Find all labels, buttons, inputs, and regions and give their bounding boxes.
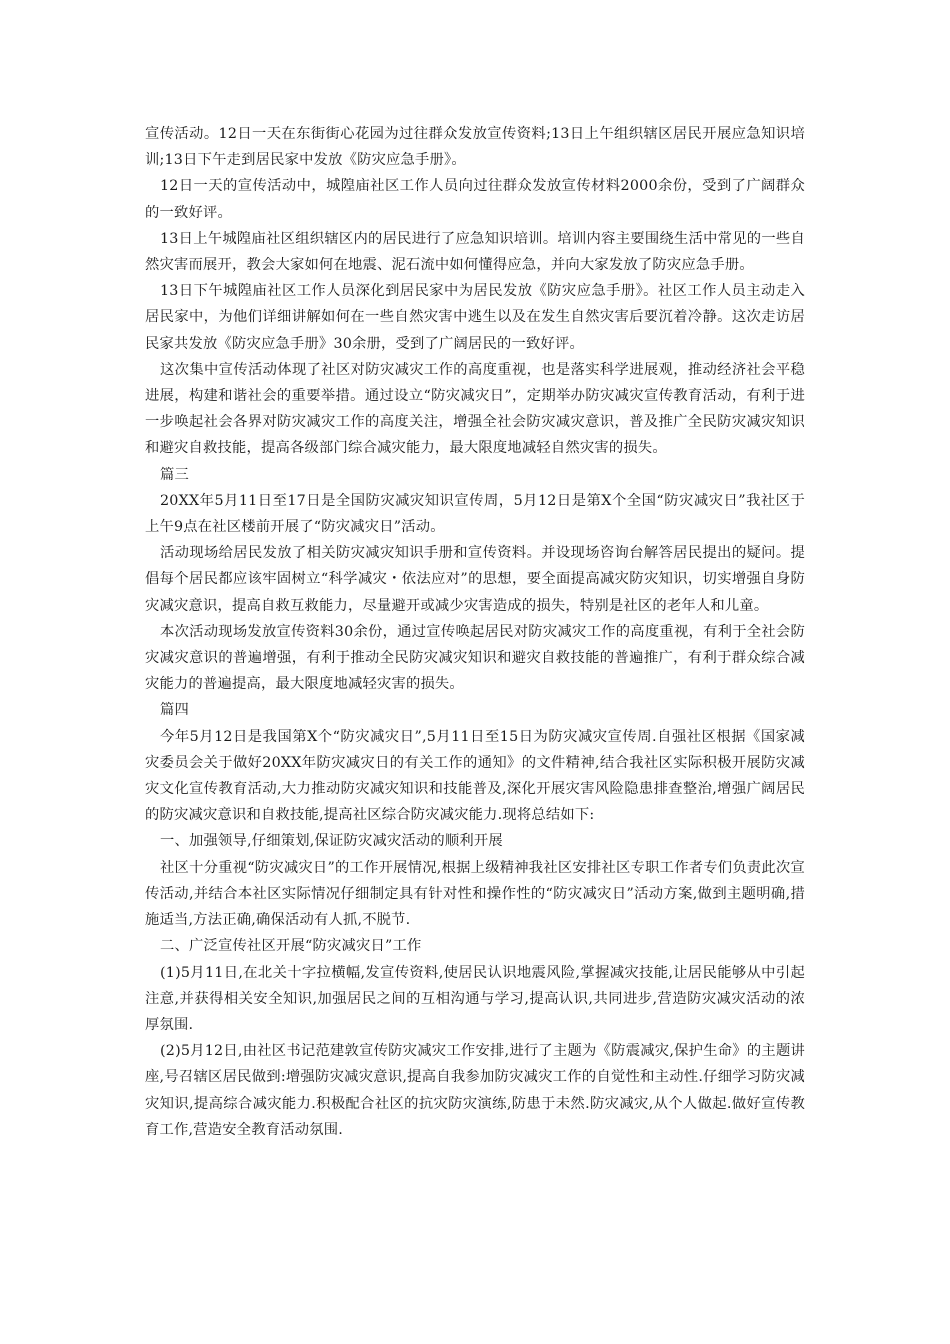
- paragraph: 这次集中宣传活动体现了社区对防灾减灾工作的高度重视，也是落实科学进展观，推动经济社会平稳进展，构建和谐社会的重要举措。通过设立“防灾减灾日”，定期举办防灾减灾宣传教育活动，有利于进一步唤起社会各界对防灾减灾工作的高度关注，增强全社会防灾减灾意识，普及推广全民防灾减灾知识和避灾自救技能，提高各级部门综合减灾能力，最大限度地减轻自然灾害的损失。: [145, 361, 805, 457]
- paragraph: 今年5月12日是我国第X个“防灾减灾日”,5月11日至15日为防灾减灾宣传周.自强社区根据《国家减灾委员会关于做好20XX年防灾减灾日的有关工作的通知》的文件精神,结合我社区实际积极开展防灾减灾文化宣传教育活动,大力推动防灾减灾知识和技能普及,深化开展灾害风险隐患排查整治,增强广阔居民的防灾减灾意识和自救技能,提高社区综合防灾减灾能力.现将总结如下:: [145, 728, 805, 824]
- section-heading: 篇三: [160, 466, 189, 483]
- paragraph: 宣传活动。12日一天在东街街心花园为过往群众发放宣传资料;13日上午组织辖区居民开展应急知识培训;13日下午走到居民家中发放《防灾应急手册》。: [145, 126, 805, 169]
- section-heading: 篇四: [160, 702, 189, 719]
- paragraph: 20XX年5月11日至17日是全国防灾减灾知识宣传周，5月12日是第X个全国“防灾减灾日”我社区于上午9点在社区楼前开展了“防灾减灾日”活动。: [145, 492, 805, 536]
- document-body: [145, 121, 805, 1143]
- subheading: 二、广泛宣传社区开展“防灾减灾日”工作: [160, 938, 422, 955]
- paragraph: (2)5月12日,由社区书记范建敦宣传防灾减灾工作安排,进行了主题为《防震减灾,保护生命》的主题讲座,号召辖区居民做到:增强防灾减灾意识,提高自我参加防灾减灾工作的自觉性和主动性.仔细学习防灾减灾知识,提高综合减灾能力.积极配合社区的抗灾防灾演练,防患于未然.防灾减灾,从个人做起.做好宣传教育工作,营造安全教育活动氛围.: [145, 1043, 805, 1138]
- paragraph: 13日上午城隍庙社区组织辖区内的居民进行了应急知识培训。培训内容主要围绕生活中常见的一些自然灾害而展开，教会大家如何在地震、泥石流中如何懂得应急，并向大家发放了防灾应急手册。: [145, 230, 805, 274]
- subheading: 一、加强领导,仔细策划,保证防灾减灾活动的顺利开展: [160, 833, 503, 850]
- paragraph: 13日下午城隍庙社区工作人员深化到居民家中为居民发放《防灾应急手册》。社区工作人员主动走入居民家中，为他们详细讲解如何在一些自然灾害中逃生以及在发生自然灾害后要沉着冷静。这次走访居民家共发放《防灾应急手册》30余册，受到了广阔居民的一致好评。: [145, 283, 805, 352]
- paragraph: 社区十分重视“防灾减灾日”的工作开展情况,根据上级精神我社区安排社区专职工作者专们负责此次宣传活动,并结合本社区实际情况仔细制定具有针对性和操作性的“防灾减灾日”活动方案,做到主题明确,措施适当,方法正确,确保活动有人抓,不脱节.: [145, 859, 805, 929]
- paragraph: 本次活动现场发放宣传资料30余份，通过宣传唤起居民对防灾减灾工作的高度重视，有利于全社会防灾减灾意识的普遍增强，有利于推动全民防灾减灾知识和避灾自救技能的普遍推广，有利于群众综合减灾能力的普遍提高，最大限度地减轻灾害的损失。: [145, 623, 805, 693]
- paragraph: (1)5月11日,在北关十字拉横幅,发宣传资料,使居民认识地震风险,掌握减灾技能,让居民能够从中引起注意,并获得相关安全知识,加强居民之间的互相沟通与学习,提高认识,共同进步,营造防灾减灾活动的浓厚氛围.: [145, 964, 805, 1033]
- paragraph: 12日一天的宣传活动中，城隍庙社区工作人员向过往群众发放宣传材料2000余份，受到了广阔群众的一致好评。: [145, 178, 805, 221]
- paragraph: 活动现场给居民发放了相关防灾减灾知识手册和宣传资料。并设现场咨询台解答居民提出的疑问。提倡每个居民都应该牢固树立“科学减灾・依法应对”的思想，要全面提高减灾防灾知识，切实增强自身防灾减灾意识，提高自救互救能力，尽量避开或减少灾害造成的损失，特别是社区的老年人和儿童。: [145, 545, 805, 614]
